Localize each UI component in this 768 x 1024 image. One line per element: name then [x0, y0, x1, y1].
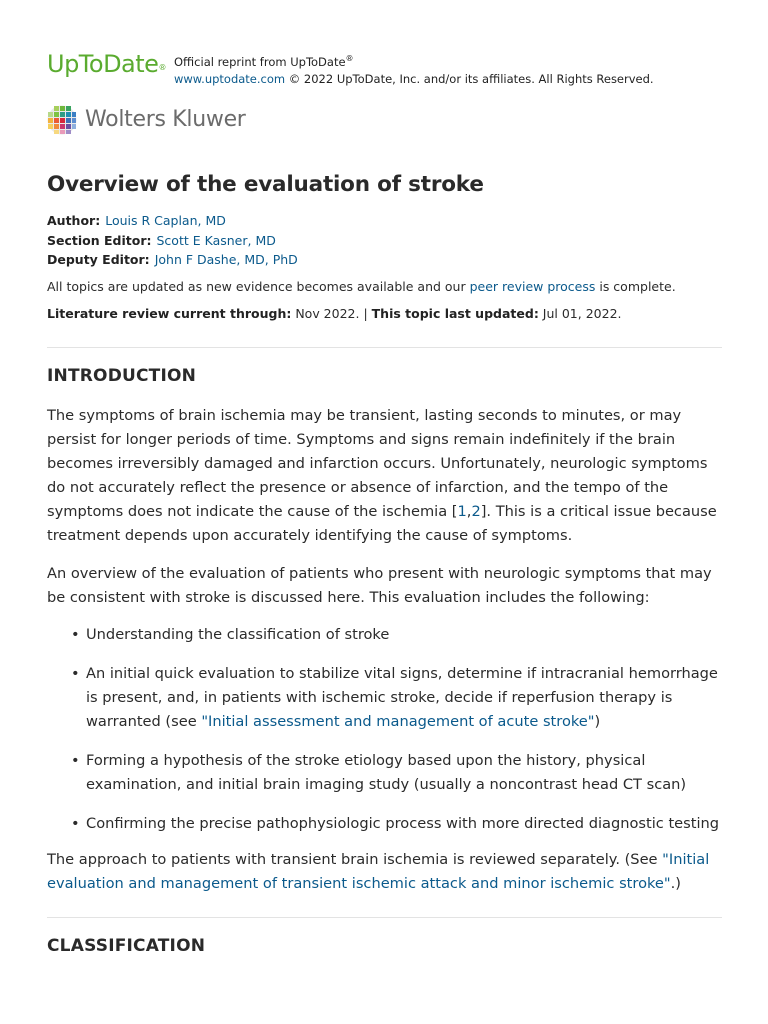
section-heading-introduction: INTRODUCTION	[47, 366, 197, 386]
section-editor-row: Section Editor: Scott E Kasner, MD	[47, 232, 276, 248]
uptodate-logo: UpToDate®	[47, 50, 166, 78]
reprint-notice	[174, 50, 654, 88]
author-list	[47, 211, 298, 270]
intro-paragraph-3: The approach to patients with transient brain ischemia is reviewed separately. (See "Initial evaluation and management of transient ischemic attack and minor ischemic stroke".)	[47, 851, 710, 892]
list-item: • Confirming the precise pathophysiologic process with more directed diagnostic testing	[47, 812, 722, 836]
list-item: • An initial quick evaluation to stabilize vital signs, determine if intracranial hemorrhage is present, and, in patients with ischemic stroke, decide if reperfusion therapy is warranted (see "Initial assessment and management of acute stroke")	[47, 662, 722, 734]
author-link[interactable]: Louis R Caplan, MD	[105, 213, 226, 228]
reference-link-1[interactable]: 1	[457, 503, 467, 520]
wolters-kluwer-logo	[47, 104, 347, 136]
peer-review-link[interactable]: peer review process	[469, 279, 596, 294]
author-row: Author: Louis R Caplan, MD	[47, 213, 226, 228]
section-heading-classification: CLASSIFICATION	[47, 936, 206, 956]
tia-topic-link[interactable]: "Initial evaluation and management of transient ischemic attack and minor ischemic stroke"	[47, 851, 710, 892]
deputy-editor-row: Deputy Editor: John F Dashe, MD, PhD	[47, 252, 298, 267]
divider	[47, 917, 722, 918]
site-link[interactable]: www.uptodate.com	[174, 71, 286, 86]
evaluation-steps-list	[47, 623, 722, 851]
wolters-kluwer-mark-icon	[47, 105, 77, 135]
list-item: • Forming a hypothesis of the stroke etiology based upon the history, physical examination, and initial brain imaging study (usually a noncontrast head CT scan)	[47, 749, 722, 797]
acute-stroke-topic-link[interactable]: "Initial assessment and management of acute stroke"	[201, 713, 595, 730]
page-title: Overview of the evaluation of stroke	[47, 172, 484, 197]
list-item: • Understanding the classification of stroke	[47, 623, 722, 647]
section-editor-link[interactable]: Scott E Kasner, MD	[156, 232, 276, 248]
intro-paragraph-1: The symptoms of brain ischemia may be transient, lasting seconds to minutes, or may persist for longer periods of time. Symptoms and signs remain indefinitely if the brain becomes irreversibly damaged and infarction occurs. Unfortunately, neurologic symptoms do not accurately reflect the presence or absence of infarction, and the tempo of the symptoms does not indicate the cause of the ischemia [1,2]. This is a critical issue because treatment depends upon accurately identifying the cause of symptoms.	[47, 407, 717, 544]
copyright-line: www.uptodate.com © 2022 UpToDate, Inc. and/or its affiliates. All Rights Reserved.	[174, 71, 654, 86]
reference-link-2[interactable]: 2	[471, 503, 481, 520]
wolters-kluwer-wordmark: Wolters Kluwer	[85, 107, 246, 132]
update-note: All topics are updated as new evidence becomes available and our peer review process is complete.	[47, 279, 676, 294]
deputy-editor-link[interactable]: John F Dashe, MD, PhD	[154, 252, 298, 267]
review-dates: Literature review current through: Nov 2022. | This topic last updated: Jul 01, 2022.	[47, 306, 622, 321]
divider	[47, 347, 722, 348]
brand-header	[47, 48, 722, 88]
reprint-line: Official reprint from UpToDate®	[174, 54, 354, 69]
intro-paragraph-2: An overview of the evaluation of patients who present with neurologic symptoms that may be consistent with stroke is discussed here. This evaluation includes the following:	[47, 565, 712, 606]
